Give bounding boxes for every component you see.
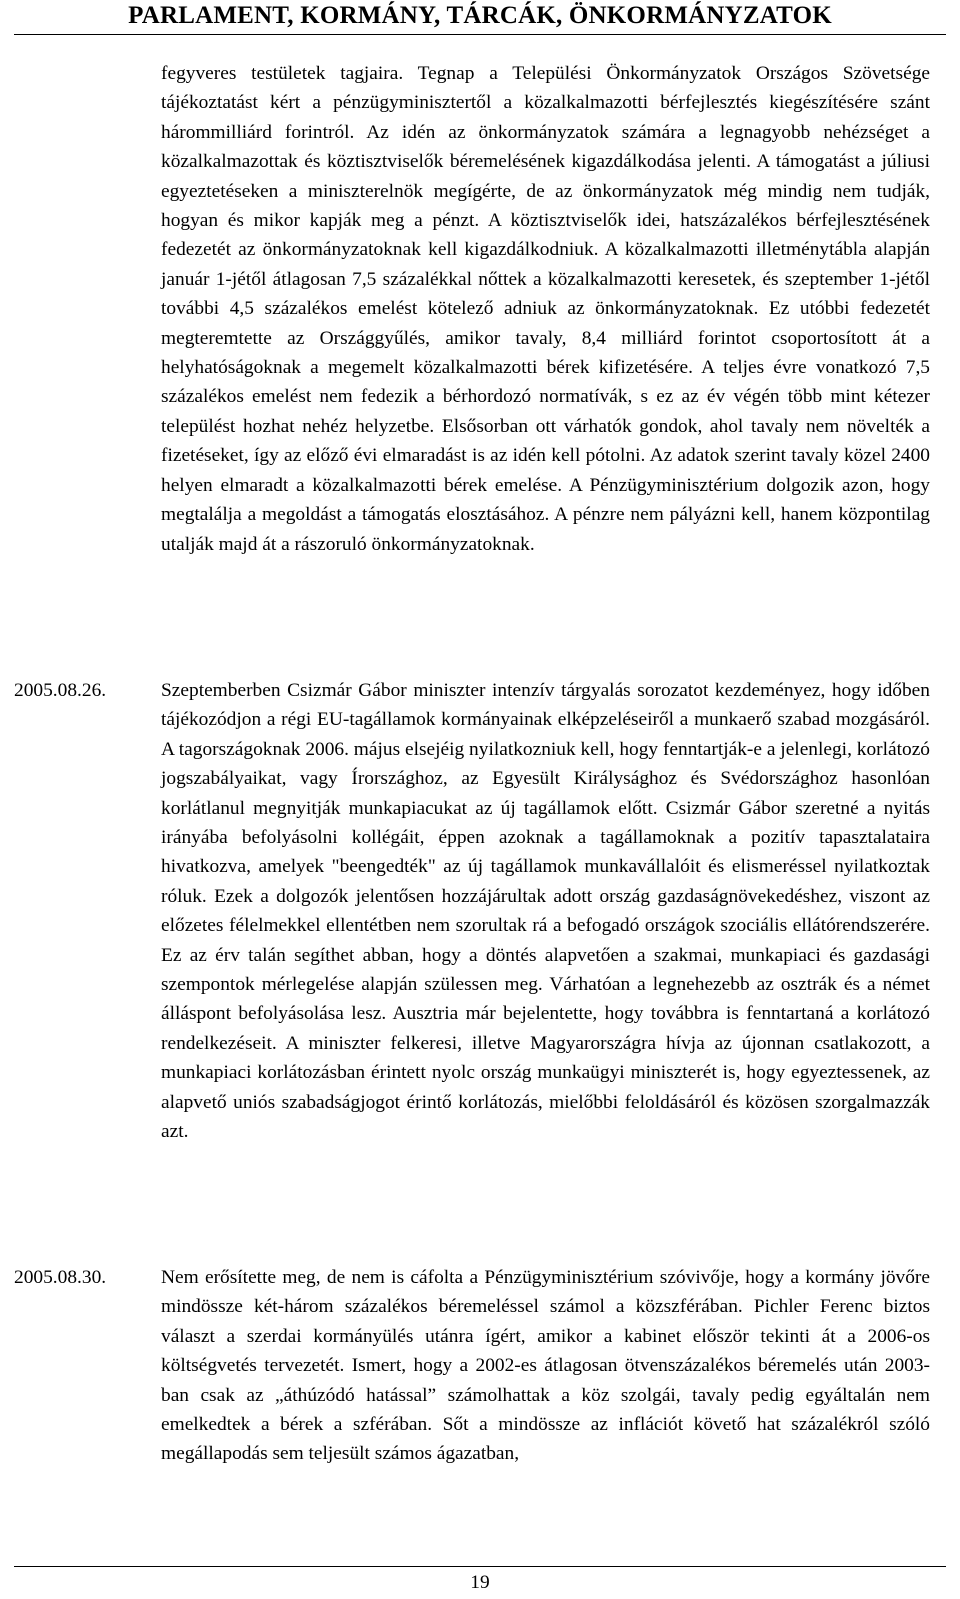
footer-divider bbox=[14, 1566, 946, 1567]
entry-date: 2005.08.30. bbox=[14, 1267, 107, 1288]
running-header-title: PARLAMENT, KORMÁNY, TÁRCÁK, ÖNKORMÁNYZATOK bbox=[128, 2, 832, 29]
header-divider bbox=[14, 34, 946, 35]
entry-date: 2005.08.26. bbox=[14, 680, 107, 701]
entry-text: Nem erősítette meg, de nem is cáfolta a Pénzügyminisztérium szóvivője, hogy a kormány jövőre mindössze két-három százalékos béremeléssel számol a közszférában. Pichler Ferenc biztos választ a szerdai kormányülés utánra ígért, amikor a kabinet először tekinti át a 2006-os költségvetés tervezetét. Ismert, hogy a 2002-es átlagosan ötvenszázalékos béremelés után 2003-ban csak az „áthúzódó hatással” számolhattak a köz szolgái, tavaly pedig egyáltalán nem emelkedtek a bérek a szférában. Sőt a mindössze az inflációt követő hat százalékról szóló megállapodás sem teljesült számos ágazatban, bbox=[161, 1267, 930, 1465]
entry-text: fegyveres testületek tagjaira. Tegnap a Települési Önkormányzatok Országos Szövetsége tájékoztatást kért a pénzügyminisztertől a közalkalmazotti bérfejlesztés kiegészítésére szánt hárommilliárd forintról. Az idén az önkormányzatok számára a legnagyobb nehézséget a közalkalmazottak és köztisztviselők béremelésének kigazdálkodása jelenti. A támogatást a júliusi egyeztetéseken a miniszterelnök megígérte, de az önkormányzatok még mindig nem tudják, hogyan és mikor kapják meg a pénzt. A köztisztviselők idei, hatszázalékos bérfejlesztésének fedezetét az önkormányzatoknak kell kigazdálkodniuk. A közalkalmazotti illetménytábla alapján január 1-jétől átlagosan 7,5 százalékkal nőttek a közalkalmazotti keresetek, és szeptember 1-jétől további 4,5 százalékos emelést kötelező adniuk az önkormányzatoknak. Ez utóbbi fedezetét megteremtette az Országgyűlés, amikor tavaly, 8,4 milliárd forintot csoportosított át a helyhatóságoknak a megemelt közalkalmazotti bérek kifizetésére. A teljes évre vonatkozó 7,5 százalékos emelést nem fedezik a bérhordozó normatívák, s ez az év végén több mint kétezer települést hozhat nehéz helyzetbe. Elsősorban ott várhatók gondok, ahol tavaly nem növelték a fizetéseket, így az előző évi elmaradást is az idén kell pótolni. Az adatok szerint tavaly közel 2400 helyen elmaradt a közalkalmazotti bérek emelése. A Pénzügyminisztérium dolgozik azon, hogy megtalálja a megoldást a támogatás elosztásához. A pénzre nem pályázni kell, hanem központilag utalják majd át a rászoruló önkormányzatoknak. bbox=[161, 63, 930, 555]
entry-text: Szeptemberben Csizmár Gábor miniszter intenzív tárgyalás sorozatot kezdeményez, hogy időben tájékozódjon a régi EU-tagállamok kormányainak elképzeléseiről a munkaerő szabad mozgásáról. A tagországoknak 2006. május elsejéig nyilatkozniuk kell, hogy fenntartják-e a jelenlegi, korlátozó jogszabályaikat, vagy Írországhoz, az Egyesült Királysághoz és Svédországhoz hasonlóan korlátlanul megnyitják munkapiacukat az új tagállamok előtt. Csizmár Gábor szeretné a nyitás irányába befolyásolni kollégáit, éppen azoknak a tagállamoknak a pozitív tapasztalataira hivatkozva, amelyek "beengedték" az új tagállamok munkavállalóit és elismeréssel nyilatkoztak róluk. Ezek a dolgozók jelentősen hozzájárultak adott ország gazdaságnövekedéshez, viszont az előzetes félelmekkel ellentétben nem szorultak rá a befogadó országok szociális ellátórendszerére. Ez az érv talán segíthet abban, hogy a döntés alapvetően a szakmai, munkapiaci és gazdasági szempontok mérlegelése alapján szülessen meg. Várhatóan a legnehezebb az osztrák és a német álláspont befolyásolása lesz. Ausztria már bejelentette, hogy továbbra is fenntartaná a korlátozó rendelkezéseit. A miniszter felkeresi, illetve Magyarországra hívja az újonnan csatlakozott, a munkapiaci korlátozásban érintett nyolc ország munkaügyi miniszterét is, hogy egyeztessenek, az alapvető uniós szabadságjogot érintő korlátozás, mielőbbi feloldásáról és közösen szorgalmazzák azt. bbox=[161, 680, 930, 1143]
page-header bbox=[0, 0, 960, 37]
page-number: 19 bbox=[470, 1572, 490, 1593]
